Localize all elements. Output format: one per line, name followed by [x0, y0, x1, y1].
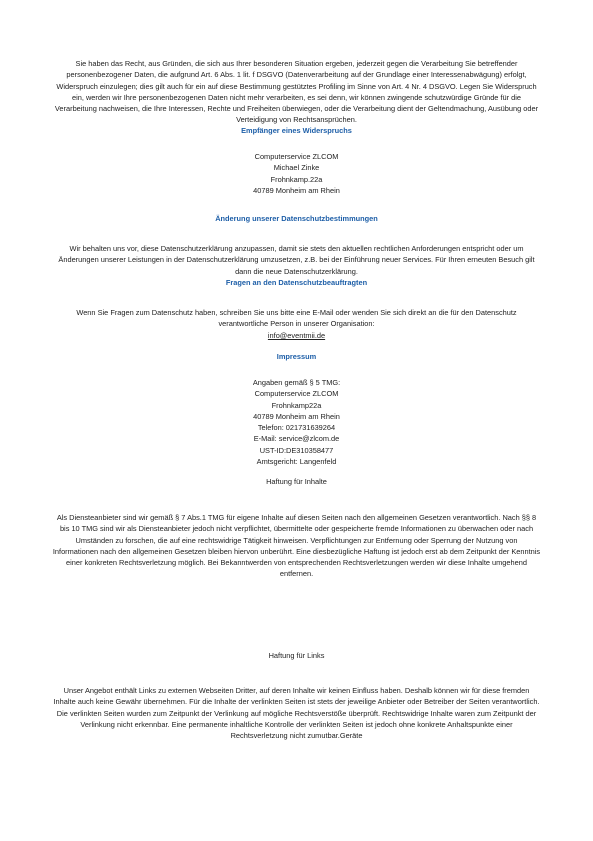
- impressum-line: UST-ID:DE310358477: [259, 445, 334, 455]
- impressum-line: 40789 Monheim am Rhein: [253, 411, 340, 421]
- fragen-paragraph: [52, 307, 541, 341]
- aenderung-paragraph: Wir behalten uns vor, diese Datenschutzerklärung anzupassen, damit sie stets den aktuellen rechtlichen Anforderungen entspricht oder um Änderungen unserer Leistungen in der Datenschutzerklärung umzusetzen, z.B. bei der Einführung neuer Services. Für Ihren erneuten Besuch gilt dann die neue Datenschutzerklärung.: [58, 244, 535, 276]
- impressum-line: Frohnkamp22a: [271, 400, 322, 410]
- impressum-heading: Impressum: [276, 352, 317, 361]
- email-link[interactable]: info@eventmii.de: [267, 330, 326, 340]
- haftung-links-heading: Haftung für Links: [268, 651, 325, 660]
- haftung-inhalte-paragraph: Als Diensteanbieter sind wir gemäß § 7 Abs.1 TMG für eigene Inhalte auf diesen Seiten nach den allgemeinen Gesetzen verantwortlich. Nach §§ 8 bis 10 TMG sind wir als Diensteanbieter jedoch nicht verpflichtet, übermittelte oder gespeicherte fremde Informationen zu überwachen oder nach Umständen zu forschen, die auf eine rechtswidrige Tätigkeit hinweisen. Verpflichtungen zur Entfernung oder Sperrung der Nutzung von Informationen nach den allgemeinen Gesetzen bleiben hiervon unberührt. Eine diesbezügliche Haftung ist jedoch erst ab dem Zeitpunkt der Kenntnis einer konkreten Rechtsverletzung möglich. Bei Bekanntwerden von entsprechenden Rechtsverletzungen werden wir diese Inhalte umgehend entfernen.: [52, 513, 541, 579]
- empfaenger-address: [52, 151, 541, 196]
- haftung-inhalte-heading: Haftung für Inhalte: [266, 477, 327, 486]
- address-line: Computerservice ZLCOM: [254, 152, 339, 161]
- impressum-line: Angaben gemäß § 5 TMG:: [252, 378, 341, 387]
- address-line: 40789 Monheim am Rhein: [253, 185, 340, 195]
- impressum-line: E-Mail: service@zlcom.de: [253, 434, 340, 444]
- impressum-line: Amtsgericht: Langenfeld: [256, 457, 337, 467]
- fragen-heading: Fragen an den Datenschutzbeauftragten: [225, 278, 368, 287]
- impressum-details: [52, 377, 541, 467]
- widerspruch-paragraph: Sie haben das Recht, aus Gründen, die sich aus Ihrer besonderen Situation ergeben, jederzeit gegen die Verarbeitung Sie betreffender personenbezogener Daten, die aufgrund Art. 6 Abs. 1 lit. f DSGVO (Datenverarbeitung auf der Grundlage einer Interessenabwägung) erfolgt, Widerspruch einzulegen; dies gilt auch für ein auf diese Bestimmung gestütztes Profiling im Sinne von Art. 4 Nr. 4 DSGVO. Legen Sie Widerspruch ein, werden wir Ihre personenbezogenen Daten nicht mehr verarbeiten, es sei denn, wir können zwingende schutzwürdige Gründe für die Verarbeitung nachweisen, die Ihre Interessen, Rechte und Freiheiten überwiegen, oder die Verarbeitung dient der Geltendmachung, Ausübung oder Verteidigung von Rechtsansprüchen.: [54, 59, 539, 125]
- impressum-line: Telefon: 021731639264: [257, 423, 336, 433]
- address-line: Frohnkamp.22a: [270, 174, 323, 184]
- fragen-text: Wenn Sie Fragen zum Datenschutz haben, schreiben Sie uns bitte eine E-Mail oder wenden Sie sich direkt an die für den Datenschutz verantwortliche Person in unserer Organisation:: [76, 308, 517, 329]
- address-line: Michael Zinke: [273, 163, 320, 173]
- impressum-line: Computerservice ZLCOM: [254, 389, 339, 399]
- empfaenger-heading: Empfänger eines Widerspruchs: [241, 126, 352, 135]
- haftung-links-paragraph: Unser Angebot enthält Links zu externen Webseiten Dritter, auf deren Inhalte wir keinen Einfluss haben. Deshalb können wir für diese fremden Inhalte auch keine Gewähr übernehmen. Für die Inhalte der verlinkten Seiten ist stets der jeweilige Anbieter oder Betreiber der Seiten verantwortlich. Die verlinkten Seiten wurden zum Zeitpunkt der Verlinkung auf mögliche Rechtsverstöße überprüft. Rechtswidrige Inhalte waren zum Zeitpunkt der Verlinkung nicht erkennbar. Eine permanente inhaltliche Kontrolle der verlinkten Seiten ist jedoch ohne konkrete Anhaltspunkte einer Rechtsverletzung nicht zumutbar.Geräte: [53, 686, 540, 741]
- aenderung-heading: Änderung unserer Datenschutzbestimmungen: [215, 214, 378, 223]
